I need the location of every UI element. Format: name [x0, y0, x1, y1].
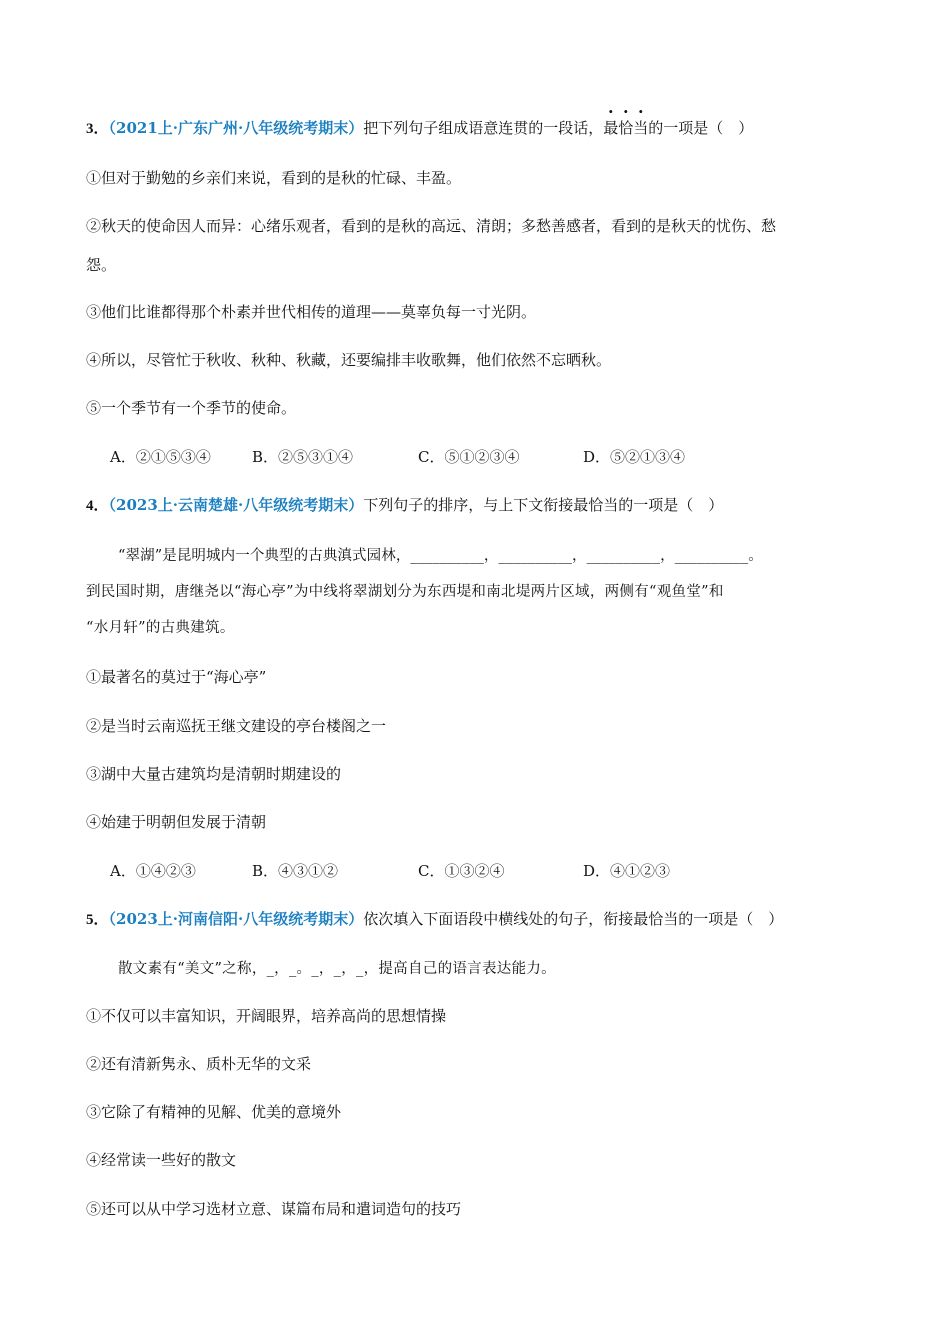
list-item: ③它除了有精神的见解、优美的意境外: [86, 1103, 342, 1121]
question-stem: 下列句子的排序，与上下文衔接最恰当的一项是（ ）: [363, 496, 724, 514]
option-b[interactable]: B．④③①②: [252, 862, 339, 880]
list-item: ①不仅可以丰富知识，开阔眼界，培养高尚的思想情操: [86, 1007, 447, 1025]
option-a[interactable]: A．①④②③: [110, 862, 196, 880]
emphasis-char: 当: [633, 119, 649, 137]
list-item: ②是当时云南巡抚王继文建设的亭台楼阁之一: [86, 717, 387, 735]
list-item: ①最著名的莫过于“海心亭”: [86, 668, 267, 686]
option-a[interactable]: A．②①⑤③④: [110, 448, 211, 466]
emphasis-char: 最: [603, 119, 619, 137]
list-item: ②秋天的使命因人而异：心绪乐观者，看到的是秋的高远、清朗；多愁善感者，看到的是秋天的忧伤、愁: [86, 217, 777, 235]
list-item: ⑤还可以从中学习选材立意、谋篇布局和遣词造句的技巧: [86, 1200, 462, 1218]
passage-line: “翠湖”是昆明城内一个典型的古典滇式园林，__________，__________，__________，__________。: [118, 548, 763, 564]
list-item: ④始建于明朝但发展于清朝: [86, 813, 267, 831]
question-number: 5．: [86, 912, 109, 928]
list-item: ⑤一个季节有一个季节的使命。: [86, 399, 297, 417]
question-4-header: [86, 495, 723, 516]
option-c[interactable]: C．①③②④: [418, 862, 505, 880]
list-item: ③湖中大量古建筑均是清朝时期建设的: [86, 765, 342, 783]
list-item: ②还有清新隽永、质朴无华的文采: [86, 1055, 312, 1073]
emphasis-char: 恰: [618, 119, 634, 137]
question-number: 3．: [86, 121, 109, 137]
passage-line: “水月轩”的古典建筑。: [86, 620, 235, 636]
question-5-header: [86, 909, 783, 930]
list-item: ④所以，尽管忙于秋收、秋种、秋藏，还要编排丰收歌舞，他们依然不忘晒秋。: [86, 351, 612, 369]
option-c[interactable]: C．⑤①②③④: [418, 448, 520, 466]
question-source: （2023上·云南楚雄·八年级统考期末）: [108, 496, 364, 514]
question-number: 4．: [86, 498, 109, 514]
passage-line: 到民国时期，唐继尧以“海心亭”为中线将翠湖划分为东西堤和南北堤两片区域，两侧有“观鱼堂”和: [86, 584, 724, 600]
option-b[interactable]: B．②⑤③①④: [252, 448, 354, 466]
passage-line: 散文素有“美文”之称，_，_。_，_，_，提高自己的语言表达能力。: [118, 961, 556, 977]
question-stem: 把下列句子组成语意连贯的一段话，: [363, 119, 604, 137]
list-item: ④经常读一些好的散文: [86, 1151, 237, 1169]
option-d[interactable]: D．④①②③: [583, 862, 671, 880]
question-source: （2023上·河南信阳·八年级统考期末）: [108, 910, 364, 928]
question-3-header: [86, 118, 753, 139]
list-item: 怨。: [86, 256, 117, 274]
option-d[interactable]: D．⑤②①③④: [583, 448, 686, 466]
question-source: （2021上·广东广州·八年级统考期末）: [108, 119, 364, 137]
list-item: ③他们比谁都得那个朴素并世代相传的道理——莫辜负每一寸光阴。: [86, 303, 537, 321]
question-stem: 依次填入下面语段中横线处的句子，衔接最恰当的一项是（ ）: [363, 910, 784, 928]
question-stem-end: 的一项是（ ）: [648, 119, 754, 137]
list-item: ①但对于勤勉的乡亲们来说，看到的是秋的忙碌、丰盈。: [86, 169, 462, 187]
